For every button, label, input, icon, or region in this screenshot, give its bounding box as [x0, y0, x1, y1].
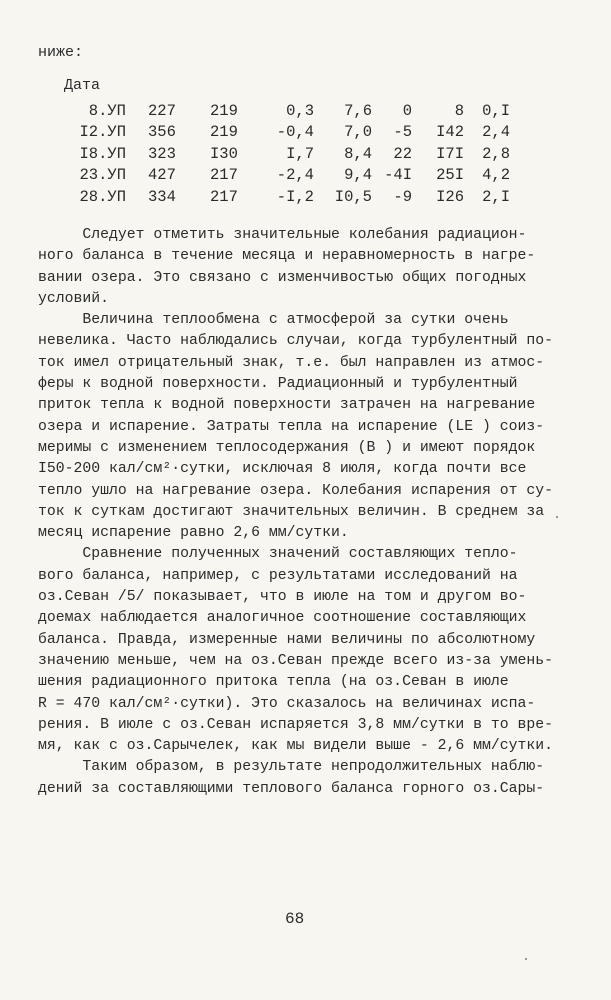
paragraph — [38, 310, 578, 544]
text-line: вого баланса, например, с результатами исследований на — [38, 567, 518, 584]
text-line: Сравнение полученных значений составляющих тепло- — [38, 546, 518, 563]
table-header-date: Дата — [64, 77, 101, 94]
text-line: месяц испарение равно 2,6 мм/сутки. — [38, 525, 349, 542]
value-cell: 2,4 — [482, 123, 510, 142]
value-cell: 0,3 — [286, 101, 314, 120]
text-line: рения. В июле с оз.Севан испаряется 3,8 мм/сутки в то вре- — [38, 716, 554, 733]
value-cell: 323 — [148, 144, 176, 163]
text-line: ток к суткам достигают значительных величин. В среднем за — [38, 503, 545, 520]
value-cell: 356 — [148, 123, 176, 142]
date-cell: 23.УП — [79, 166, 126, 185]
text-line: ного баланса в течение месяца и неравномерность в нагре- — [38, 248, 536, 265]
text-line: приток тепла к водной поверхности затрачен на нагревание — [38, 397, 536, 414]
value-cell: 2,8 — [482, 144, 510, 163]
text-line: озера и испарение. Затраты тепла на испарение (LE ) соиз- — [38, 418, 545, 435]
value-cell: I0,5 — [334, 187, 372, 206]
value-cell: -5 — [393, 123, 412, 142]
date-cell: 8.УП — [88, 101, 126, 120]
text-line: меримы с изменением теплосодержания (B ) и имеют порядок — [38, 439, 536, 456]
value-cell: I,7 — [286, 144, 314, 163]
value-cell: 7,6 — [344, 101, 372, 120]
value-cell: 22 — [393, 144, 412, 163]
text-line: условий. — [38, 290, 110, 307]
value-cell: -9 — [393, 187, 412, 206]
value-cell: 427 — [148, 166, 176, 185]
text-line: тепло ушло на нагревание озера. Колебания испарения от су- — [38, 482, 554, 499]
text-line: баланса. Правда, измеренные нами величины по абсолютному — [38, 631, 536, 648]
date-cell: I2.УП — [79, 123, 126, 142]
value-cell: 0 — [402, 101, 412, 120]
text-line: Таким образом, в результате непродолжительных наблю- — [38, 759, 545, 776]
text-line: Следует отметить значительные колебания радиацион- — [38, 227, 527, 243]
text-line: вании озера. Это связано с изменчивостью общих погодных — [38, 269, 527, 286]
text-line: дений за составляющими теплового баланса горного оз.Сары- — [38, 780, 545, 797]
value-cell: 2,I — [482, 187, 510, 206]
table-row — [40, 100, 510, 122]
value-cell: 4,2 — [482, 166, 510, 185]
paragraph — [38, 544, 578, 757]
intro-text: ниже: — [38, 44, 84, 61]
value-cell: 7,0 — [344, 123, 372, 142]
text-line: невелика. Часто наблюдались случаи, когда турбулентный по- — [38, 333, 554, 350]
text-line: Величина теплообмена с атмосферой за сутки очень — [38, 312, 509, 329]
value-cell: 217 — [210, 187, 238, 206]
value-cell: I26 — [436, 187, 464, 206]
value-cell: I42 — [436, 123, 464, 142]
text-line: R = 470 кал/см²·сутки). Это сказалось на величинах испа- — [38, 695, 536, 712]
text-line: шения радиационного притока тепла (на оз.Севан в июле — [38, 674, 509, 691]
text-line: I50-200 кал/см²·сутки, исключая 8 июля, когда почти все — [38, 461, 527, 478]
page-number: 68 — [285, 910, 305, 928]
paragraph — [38, 757, 578, 800]
date-cell: I8.УП — [79, 144, 126, 163]
value-cell: 0,I — [482, 101, 510, 120]
body-text — [38, 225, 578, 800]
value-cell: 9,4 — [344, 166, 372, 185]
table-row — [40, 143, 510, 165]
text-line: значению меньше, чем на оз.Севан прежде всего из-за умень- — [38, 652, 554, 669]
value-cell: -4I — [384, 166, 412, 185]
text-line: феры к водной поверхности. Радиационный и турбулентный — [38, 376, 518, 393]
text-line: мя, как с оз.Сарычелек, как мы видели выше - 2,6 мм/сутки. — [38, 738, 554, 755]
table-row — [40, 186, 510, 208]
value-cell: 334 — [148, 187, 176, 206]
value-cell: -I,2 — [276, 187, 314, 206]
date-cell: 28.УП — [79, 187, 126, 206]
table-row — [40, 122, 510, 144]
value-cell: 217 — [210, 166, 238, 185]
value-cell: -2,4 — [276, 166, 314, 185]
value-cell: -0,4 — [276, 123, 314, 142]
value-cell: 219 — [210, 123, 238, 142]
text-line: доемах наблюдается аналогичное соотношение составляющих — [38, 610, 527, 627]
value-cell: 227 — [148, 101, 176, 120]
table-row — [40, 165, 510, 187]
data-table — [40, 100, 510, 208]
value-cell: 219 — [210, 101, 238, 120]
value-cell: I7I — [436, 144, 464, 163]
paper-speck — [525, 958, 527, 960]
value-cell: I30 — [210, 144, 238, 163]
value-cell: 8 — [454, 101, 464, 120]
paper-speck — [556, 516, 558, 518]
text-line: ток имел отрицательный знак, т.е. был направлен из атмос- — [38, 354, 545, 371]
value-cell: 25I — [436, 166, 464, 185]
paragraph — [38, 225, 578, 310]
value-cell: 8,4 — [344, 144, 372, 163]
text-line: оз.Севан /5/ показывает, что в июле на том и другом во- — [38, 589, 527, 606]
